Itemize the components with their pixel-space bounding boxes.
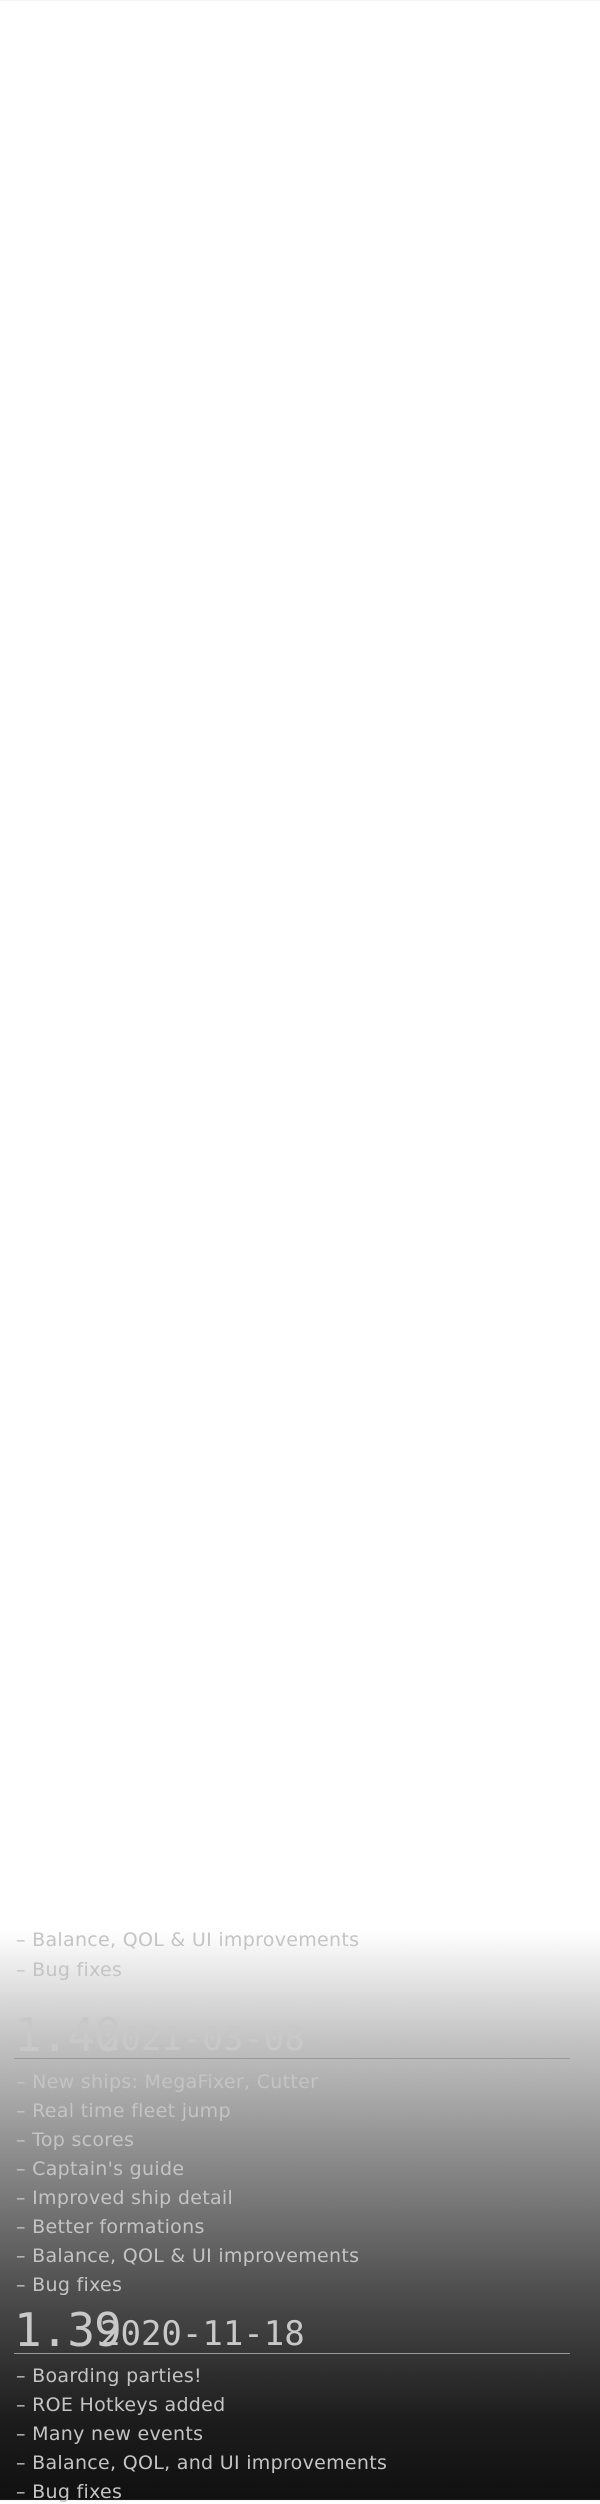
list-item: – Many new events	[16, 2423, 204, 2445]
list-item: – Bug fixes	[16, 2274, 123, 2296]
version-header-1-40	[14, 1940, 570, 2062]
list-item: – Improved ship detail	[16, 2187, 234, 2209]
list-item: – ROE Hotkeys added	[16, 2394, 226, 2416]
version-number: 1.39	[14, 2303, 121, 2357]
list-item: – Balance, QOL & UI improvements	[16, 1929, 360, 1951]
list-item: – Balance, QOL, and UI improvements	[16, 2452, 388, 2474]
list-item: – Top scores	[16, 2129, 135, 2151]
list-item: – Bug fixes	[16, 2481, 123, 2503]
list-item: – Balance, QOL & UI improvements	[16, 2245, 360, 2267]
list-item: – Real time fleet jump	[16, 2100, 231, 2122]
list-item: – Bug fixes	[16, 1959, 123, 1981]
list-item: – Better formations	[16, 2216, 205, 2238]
version-date: 2020-11-18	[100, 2314, 305, 2354]
list-item: – Captain's guide	[16, 2158, 185, 2180]
version-header-1-39	[14, 2235, 570, 2357]
list-item: – New ships: MegaFixer, Cutter	[16, 2071, 319, 2093]
version-date: 2021-03-08	[100, 2019, 305, 2059]
list-item: – Boarding parties!	[16, 2365, 202, 2387]
version-number: 1.40	[14, 2008, 121, 2062]
